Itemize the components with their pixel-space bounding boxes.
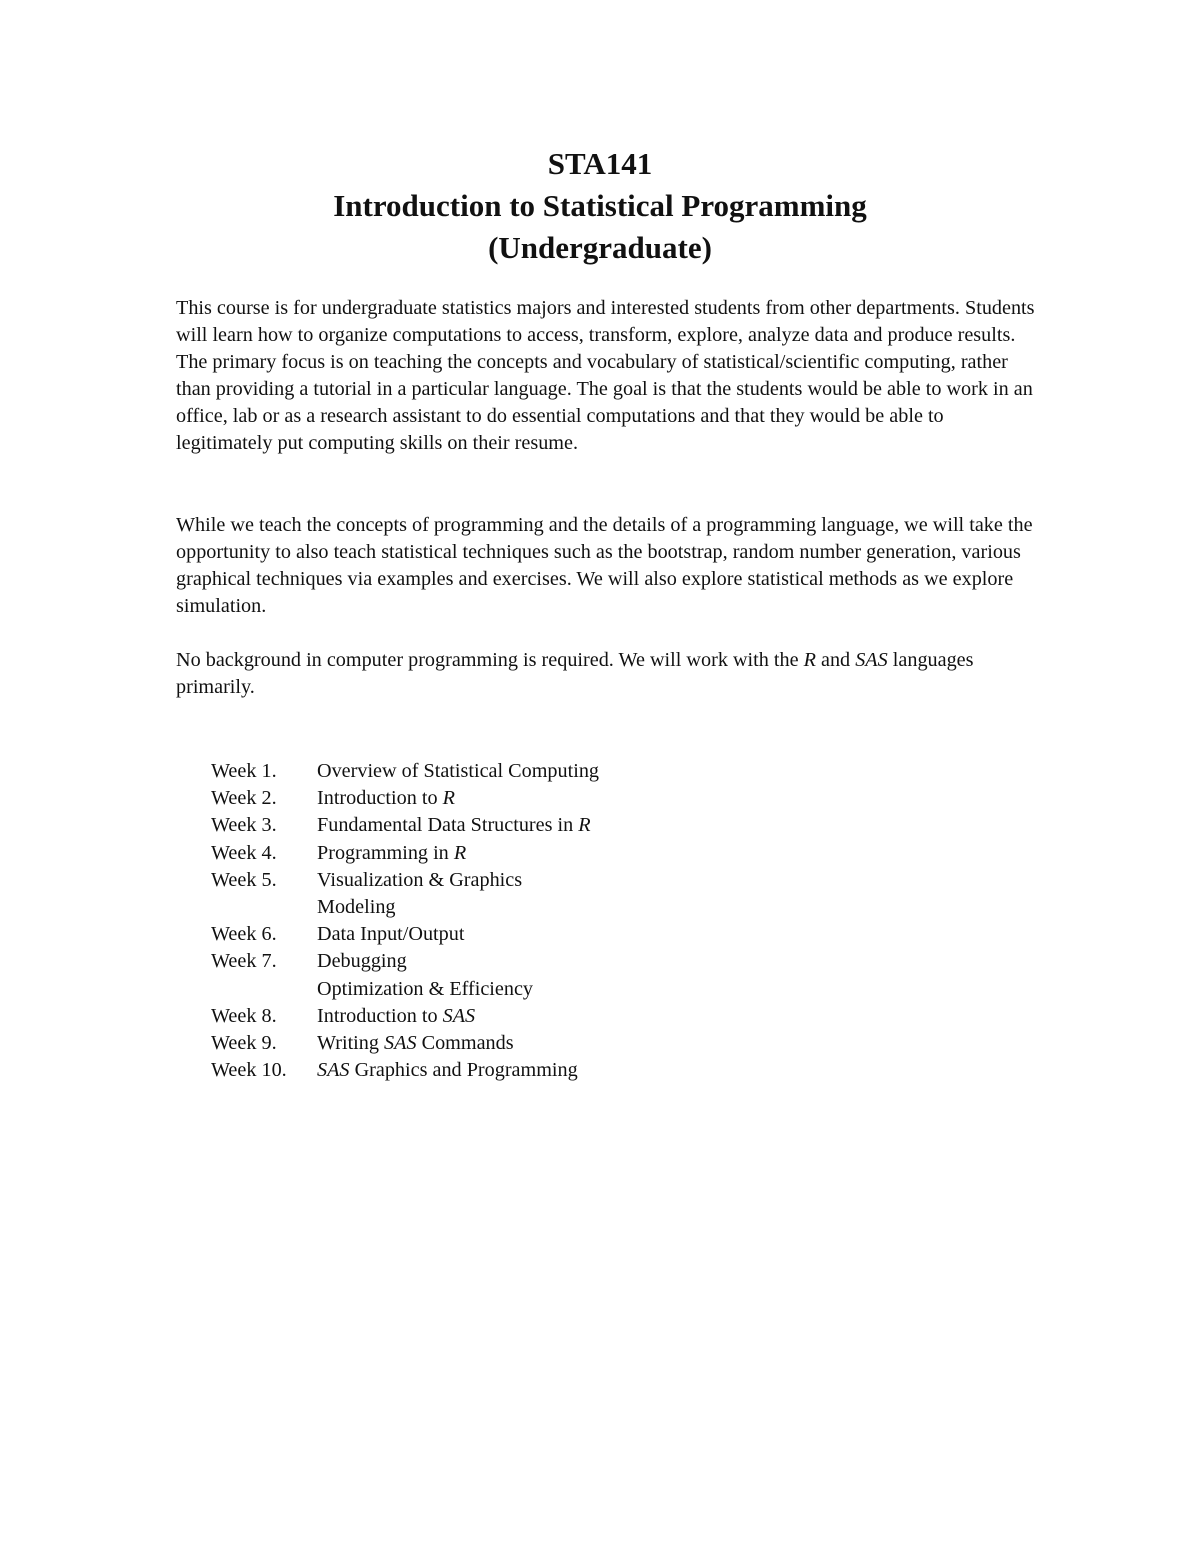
- topic-text: Optimization & Efficiency: [317, 977, 534, 1000]
- schedule-row: [211, 1003, 599, 1030]
- schedule-row: [211, 948, 599, 975]
- schedule-row: [211, 758, 599, 785]
- topic-text-suffix: Commands: [416, 1032, 514, 1055]
- week-topic: [317, 785, 455, 812]
- language-r: R: [803, 649, 816, 671]
- week-topic: [317, 976, 533, 1003]
- week-topic: [317, 812, 591, 839]
- week-topic: [317, 1030, 514, 1057]
- week-topic: [317, 948, 407, 975]
- week-label: Week 3.: [211, 814, 277, 837]
- description-paragraph-3: [176, 647, 1036, 701]
- course-code: STA141: [547, 146, 653, 181]
- schedule-row: [211, 1057, 599, 1084]
- week-topic: [317, 758, 599, 785]
- paragraph-text: This course is for undergraduate statistics majors and interested students from other departments. Students will learn how to organize computations to access, transform, explore, analyze data and produce results. The primary focus is on teaching the concepts and vocabulary of statistical/scientific computing, rather than providing a tutorial in a particular language. The goal is that the students would be able to work in an office, lab or as a research assistant to do essential computations and that they would be able to legitimately put computing skills on their resume.: [176, 297, 1035, 454]
- week-topic: [317, 921, 464, 948]
- topic-language: R: [442, 787, 455, 810]
- course-title: Introduction to Statistical Programming: [333, 188, 867, 223]
- schedule-row: [211, 1030, 599, 1057]
- week-label: Week 5.: [211, 868, 277, 891]
- schedule-row: [211, 812, 599, 839]
- schedule-row: [211, 785, 599, 812]
- topic-language: SAS: [317, 1059, 350, 1082]
- topic-language: SAS: [384, 1032, 417, 1055]
- week-label: Week 2.: [211, 787, 277, 810]
- topic-text-suffix: Graphics and Programming: [349, 1059, 578, 1082]
- language-sas: SAS: [855, 649, 888, 671]
- schedule-row: [211, 840, 599, 867]
- topic-text: Programming in: [317, 841, 454, 864]
- topic-language: R: [453, 841, 467, 864]
- paragraph-text-b: languages primarily.: [176, 649, 974, 698]
- topic-language: SAS: [442, 1004, 476, 1027]
- schedule-row: [211, 894, 599, 921]
- week-label: [211, 976, 317, 1003]
- week-topic: [317, 867, 522, 894]
- topic-text: Modeling: [317, 896, 396, 919]
- week-label: Week 4.: [211, 841, 277, 864]
- week-label: Week 9.: [211, 1032, 277, 1055]
- week-topic: [317, 840, 466, 867]
- topic-text: Overview of Statistical Computing: [317, 760, 600, 782]
- topic-text: Fundamental Data Structures in: [317, 814, 579, 837]
- schedule-row: [211, 921, 599, 948]
- paragraph-text: [176, 647, 1036, 701]
- week-label: [211, 894, 317, 921]
- paragraph-text-a: No background in computer programming is required. We will work with the: [176, 649, 804, 671]
- paragraph-text: While we teach the concepts of programming and the details of a programming language, we will take the opportunity to also teach statistical techniques such as the bootstrap, random number generation, various graphical techniques via examples and exercises. We will also explore statistical methods as we explore simulation.: [176, 514, 1033, 617]
- topic-text: Visualization & Graphics: [317, 868, 523, 891]
- topic-language: R: [578, 814, 591, 837]
- topic-text: Writing: [317, 1032, 385, 1055]
- week-topic: [317, 1057, 578, 1084]
- weekly-schedule: [211, 758, 599, 1084]
- topic-text: Debugging: [317, 950, 407, 973]
- course-level: (Undergraduate): [488, 230, 712, 265]
- course-title-block: [0, 143, 1200, 269]
- week-label: Week 8.: [211, 1004, 277, 1027]
- week-topic: [317, 1003, 475, 1030]
- topic-text: Data Input/Output: [317, 923, 465, 946]
- description-paragraph-2: [176, 512, 1036, 620]
- week-label: Week 6.: [211, 923, 277, 946]
- week-label: Week 10.: [211, 1059, 287, 1082]
- week-label: Week 7.: [211, 950, 277, 973]
- week-topic: [317, 894, 396, 921]
- description-paragraph-1: [176, 295, 1036, 457]
- topic-text: Introduction to: [317, 1004, 443, 1027]
- schedule-row: [211, 976, 599, 1003]
- schedule-row: [211, 867, 599, 894]
- week-label: Week 1.: [211, 760, 277, 782]
- paragraph-text-and: and: [815, 649, 856, 671]
- topic-text: Introduction to: [317, 787, 443, 810]
